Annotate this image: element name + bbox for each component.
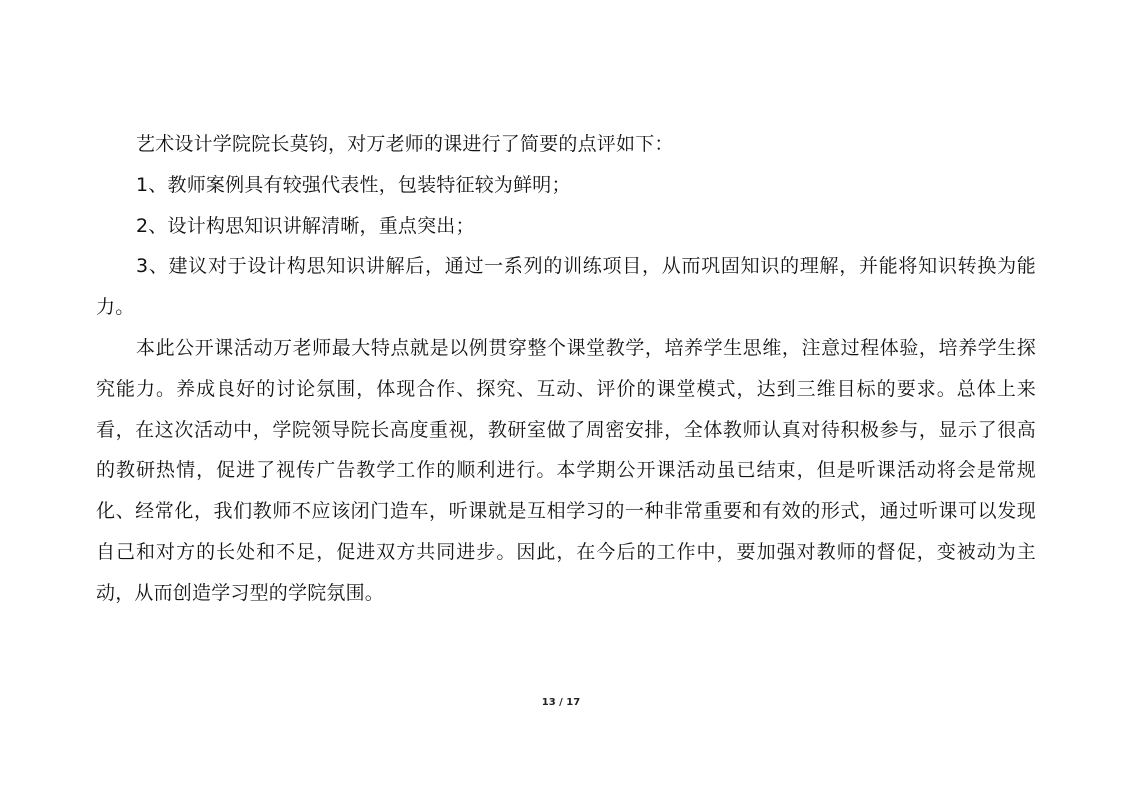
comment-item-2: 2、设计构思知识讲解清晰，重点突出； — [136, 214, 475, 237]
comment-item-3: 3、建议对于设计构思知识讲解后，通过一系列的训练项目，从而巩固知识的理解，并能将知识转换为能力。 — [96, 255, 1036, 319]
document-body — [96, 124, 1036, 614]
summary-paragraph: 本此公开课活动万老师最大特点就是以例贯穿整个课堂教学，培养学生思维，注意过程体验，培养学生探究能力。养成良好的讨论氛围，体现合作、探究、互动、评价的课堂模式，达到三维目标的要求。总体上来看，在这次活动中，学院领导院长高度重视，教研室做了周密安排，全体教师认真对待积极参与，显示了很高的教研热情，促进了视传广告教学工作的顺利进行。本学期公开课活动虽已结束，但是听课活动将会是常规化、经常化，我们教师不应该闭门造车，听课就是互相学习的一种非常重要和有效的形式，通过听课可以发现自己和对方的长处和不足，促进双方共同进步。因此，在今后的工作中，要加强对教师的督促，变被动为主动，从而创造学习型的学院氛围。 — [96, 336, 1036, 604]
comment-item-1: 1、教师案例具有较强代表性，包装特征较为鲜明； — [136, 173, 571, 196]
intro-paragraph: 艺术设计学院院长莫钧，对万老师的课进行了简要的点评如下： — [136, 133, 674, 155]
page-number: 13 / 17 — [541, 697, 581, 708]
